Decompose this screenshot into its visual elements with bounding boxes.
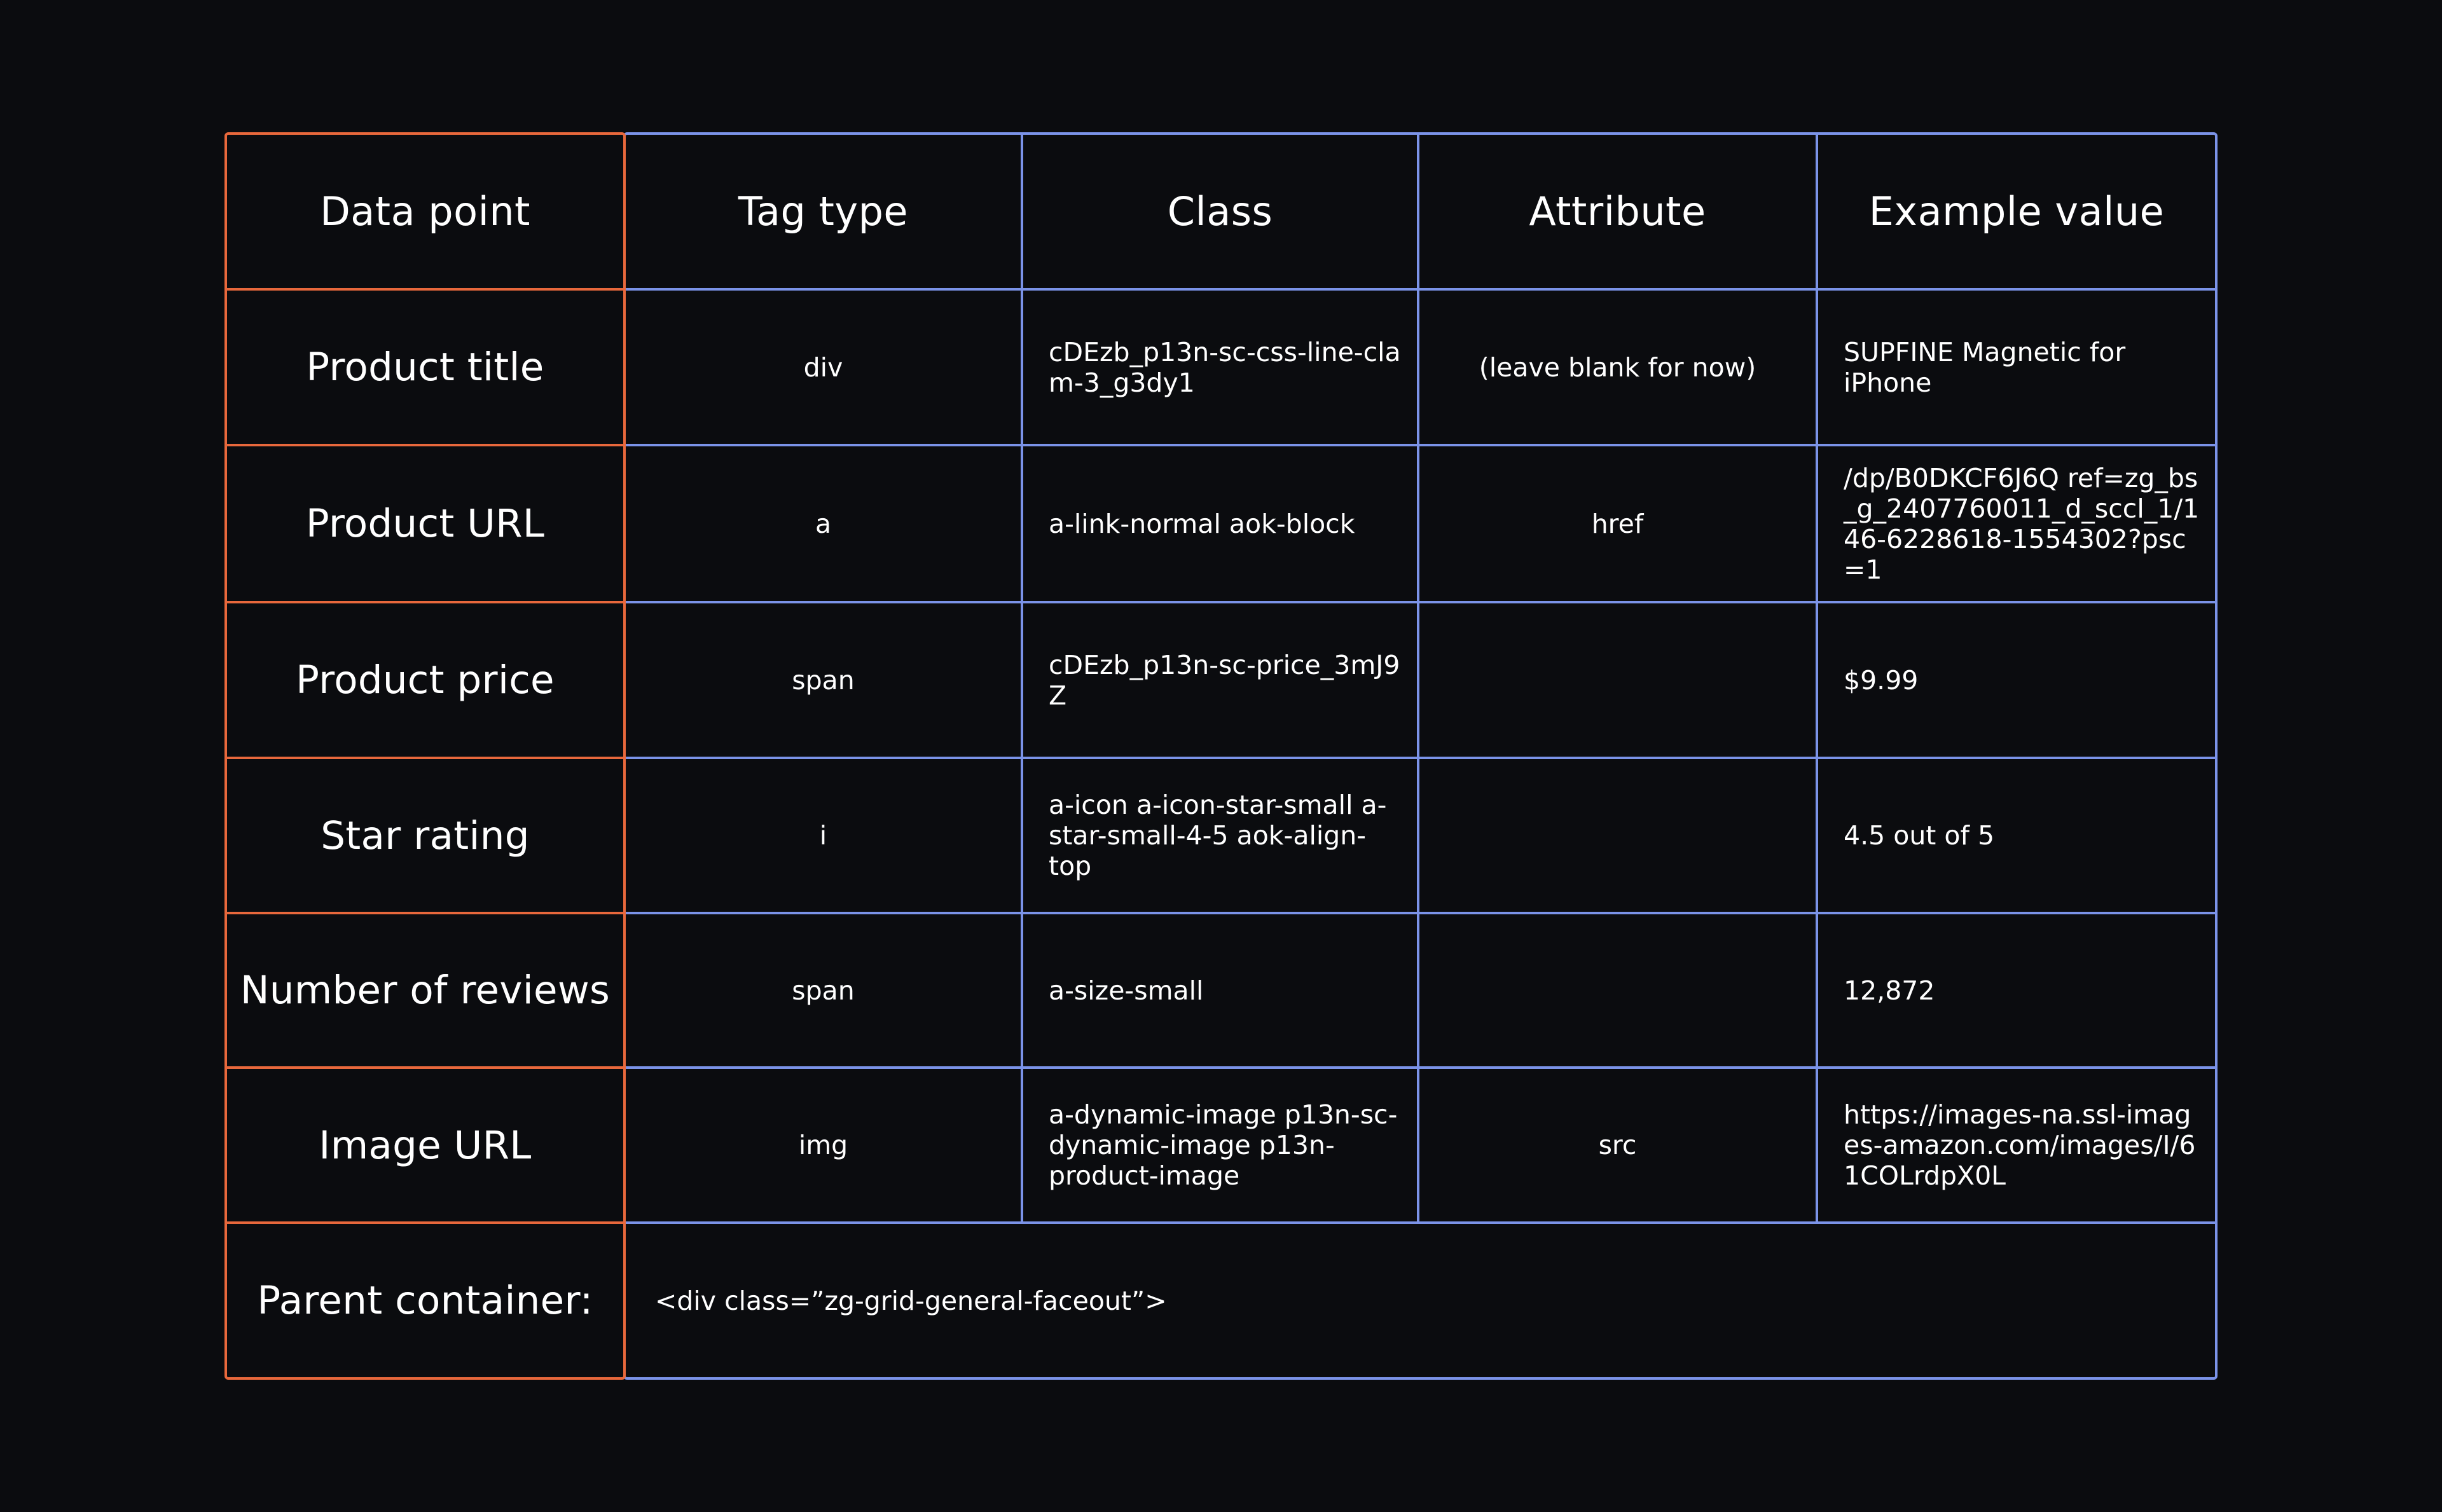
tag-type-number-of-reviews: span xyxy=(792,975,855,1006)
parent-container-value: <div class=”zg-grid-general-faceout”> xyxy=(655,1285,1167,1316)
example-number-of-reviews: 12,872 xyxy=(1844,975,1935,1006)
header-attribute: Attribute xyxy=(1529,188,1706,235)
class-star-rating: a-icon a-icon-star-small a-star-small-4-5 aok-align-top xyxy=(1049,790,1387,881)
row-label-number-of-reviews: Number of reviews xyxy=(240,968,610,1013)
selector-table xyxy=(226,134,2216,1378)
tag-type-product-url: a xyxy=(815,508,832,539)
header-class: Class xyxy=(1167,188,1273,235)
tag-type-star-rating: i xyxy=(819,820,827,851)
attribute-product-price xyxy=(1418,602,1817,758)
row-label-product-url: Product URL xyxy=(305,501,545,546)
class-product-title: cDEzb_p13n-sc-css-line-clam-3_g3dy1 xyxy=(1049,336,1401,398)
tag-type-product-title: div xyxy=(803,352,843,383)
row-label-product-price: Product price xyxy=(296,657,555,703)
class-number-of-reviews: a-size-small xyxy=(1049,975,1204,1006)
example-product-price: $9.99 xyxy=(1844,664,1919,696)
attribute-number-of-reviews xyxy=(1418,913,1817,1068)
example-product-url: /dp/B0DKCF6J6Q ref=zg_bs_g_2407760011_d_sccl_1/146-6228618-1554302?psc=1 xyxy=(1844,462,2200,585)
header-tag-type: Tag type xyxy=(738,188,909,235)
header-example-value: Example value xyxy=(1868,188,2165,235)
attribute-star-rating xyxy=(1418,758,1817,913)
row-label-parent-container: Parent container: xyxy=(257,1278,593,1323)
example-star-rating: 4.5 out of 5 xyxy=(1844,820,1995,851)
attribute-product-url: href xyxy=(1591,508,1644,539)
row-label-image-url: Image URL xyxy=(319,1122,532,1168)
tag-type-product-price: span xyxy=(792,664,855,696)
tag-type-image-url: img xyxy=(798,1130,848,1160)
class-product-url: a-link-normal aok-block xyxy=(1049,508,1355,539)
example-product-title: SUPFINE Magnetic for iPhone xyxy=(1844,336,2126,398)
class-image-url: a-dynamic-image p13n-sc-dynamic-image p13n-product-image xyxy=(1049,1099,1398,1191)
header-data-point: Data point xyxy=(320,188,530,235)
class-product-price: cDEzb_p13n-sc-price_3mJ9Z xyxy=(1049,649,1400,711)
row-label-star-rating: Star rating xyxy=(321,813,530,858)
row-label-product-title: Product title xyxy=(306,345,544,390)
example-image-url: https://images-na.ssl-images-amazon.com/images/I/61COLrdpX0L xyxy=(1844,1099,2196,1191)
attribute-image-url: src xyxy=(1598,1130,1637,1160)
attribute-product-title: (leave blank for now) xyxy=(1479,352,1756,383)
